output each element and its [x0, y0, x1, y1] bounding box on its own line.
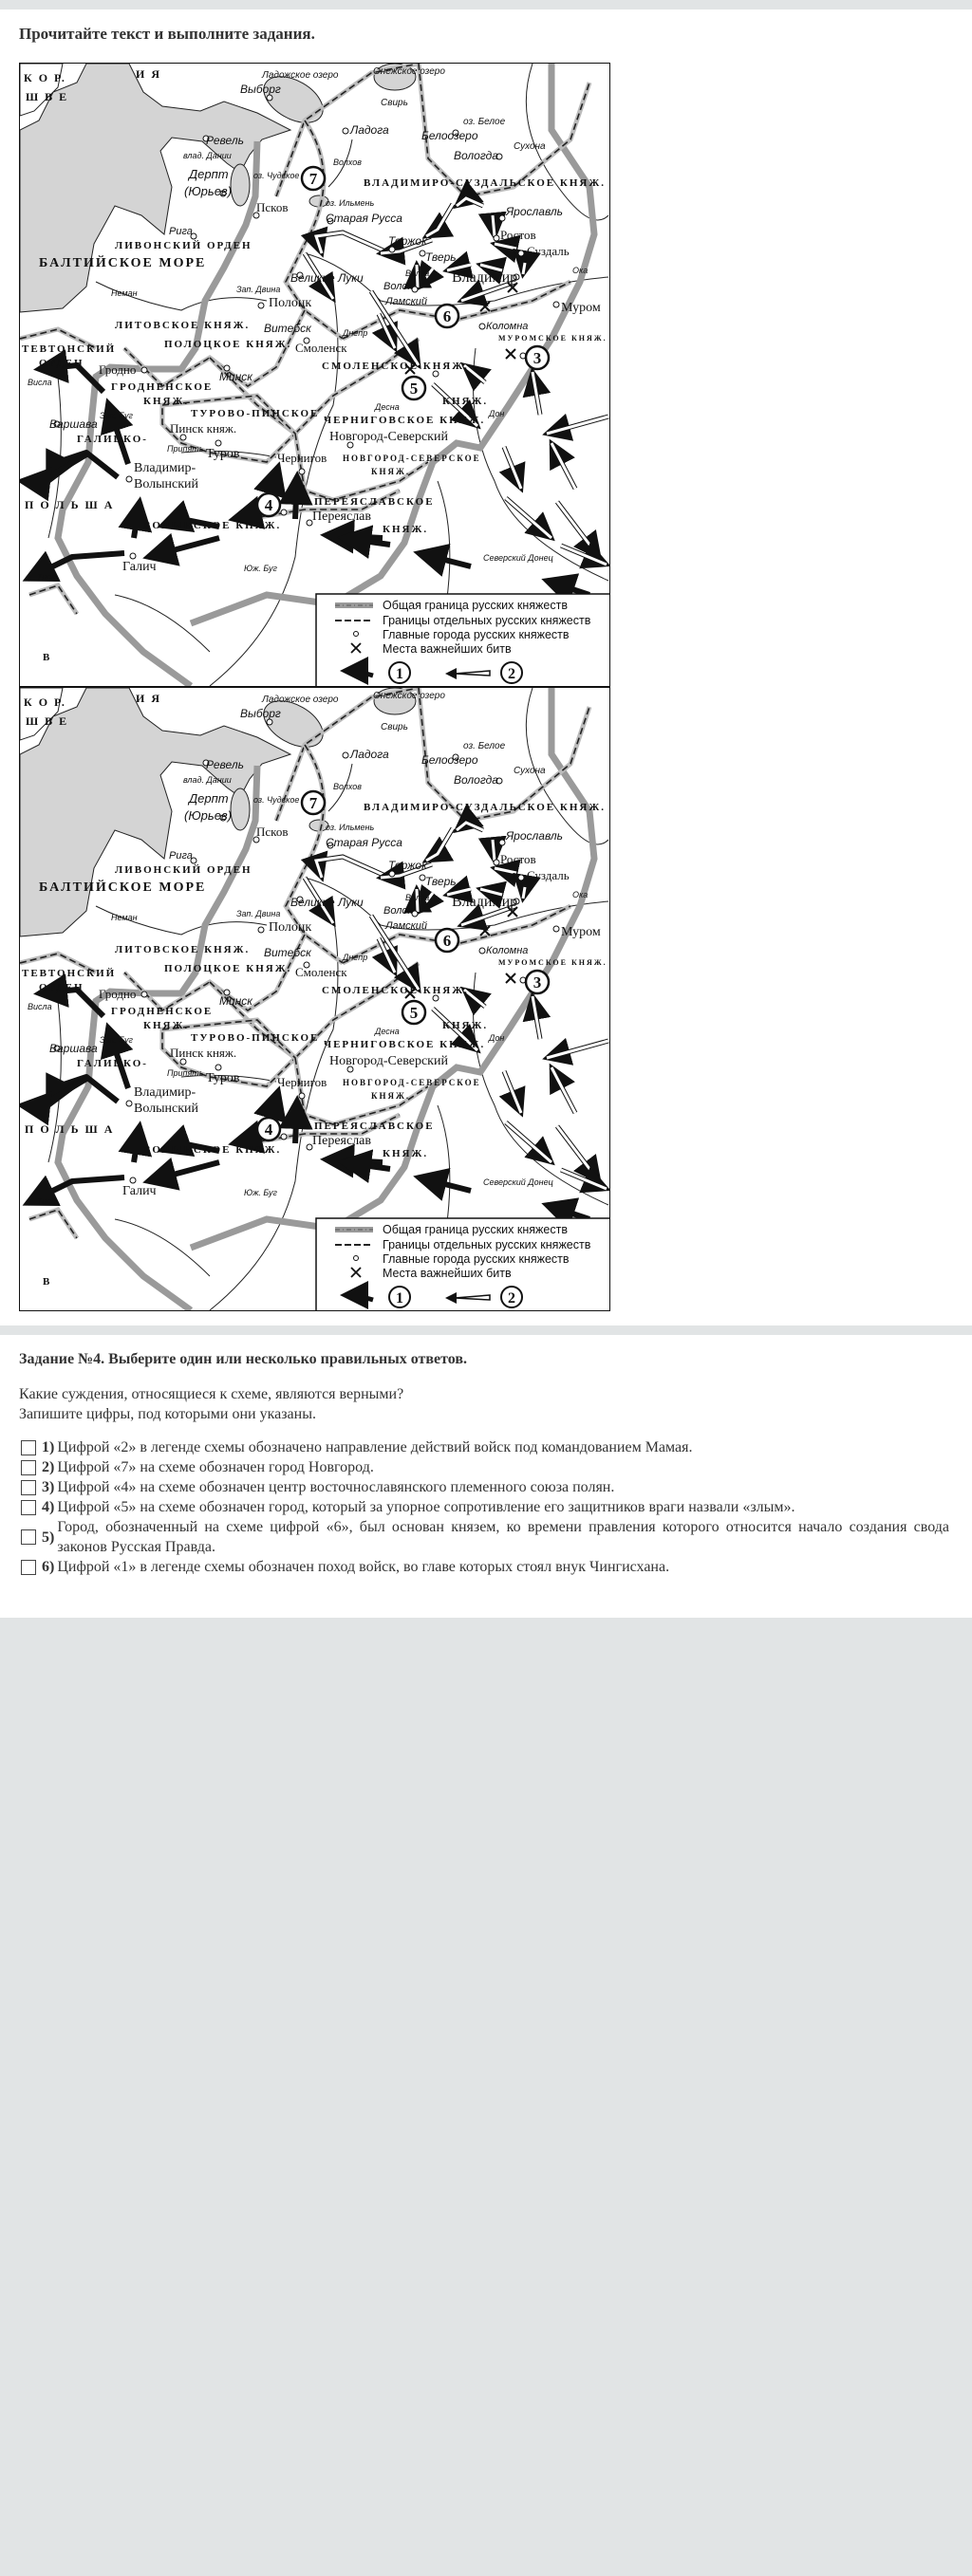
map-label-galitsk: ГАЛИЦКО-	[77, 434, 148, 445]
map-label-pskov: Псков	[256, 200, 289, 214]
battle-cross-icon	[480, 926, 490, 936]
battle-cross-icon	[506, 973, 515, 983]
question-instruction: Запишите цифры, под которыми они указаны.	[19, 1406, 316, 1422]
map-legend	[316, 594, 609, 686]
option-text: Цифрой «5» на схеме обозначен город, который за упорное сопротивление его защитников враги назвали «злым».	[57, 1499, 795, 1515]
map-label-novgorod-sev: Новгород-Северский	[329, 1054, 448, 1068]
map-label-grodno: Гродно	[99, 987, 137, 1001]
map-label-torzhok: Торжок	[388, 859, 427, 872]
marker-number-n7: 7	[308, 794, 318, 812]
map-label-grodno: Гродно	[99, 362, 137, 377]
map-label-vyborg: Выборг	[240, 83, 281, 96]
map-label-baltic: БАЛТИЙСКОЕ МОРЕ	[39, 256, 207, 270]
map-label-litovskoe: ЛИТОВСКОЕ КНЯЖ.	[115, 320, 251, 331]
city-marker	[281, 510, 287, 515]
marker-number-n7: 7	[308, 170, 318, 188]
campaign-arrow-1	[148, 1162, 219, 1181]
map-label-korol: К О Р.	[24, 71, 66, 84]
map-svg	[20, 64, 609, 686]
marker-number-n4: 4	[264, 1121, 273, 1139]
map-label-chernigov: Чернигов	[277, 451, 327, 465]
city-marker	[553, 302, 559, 307]
map-label-murom: Муром	[561, 301, 601, 315]
map-label-polotsk: Полоцк	[269, 920, 312, 935]
map-label-sweden: Ш В Е	[26, 90, 69, 103]
map-label-galich: Галич	[122, 560, 157, 574]
map-label-torzhok: Торжок	[388, 234, 427, 248]
map-label-volok: Волок-	[383, 905, 417, 917]
answer-checkbox-4[interactable]	[21, 1500, 36, 1515]
map-label-pereyaslav-kn: КНЯЖ.	[383, 524, 429, 535]
map-label-zap-dvina: Зап. Двина	[236, 285, 281, 294]
legend-city-icon	[354, 1256, 359, 1261]
option-number: 6)	[42, 1559, 55, 1575]
map-label-grodnenskoe: ГРОДНЕНСКОЕ	[111, 1006, 214, 1017]
city-marker	[141, 991, 147, 997]
map-label-smolensk: Смоленск	[295, 965, 347, 979]
map-label-desna: Десна	[375, 1027, 400, 1036]
map-label-kolomna: Коломна	[486, 321, 529, 332]
map-label-svir: Свирь	[381, 98, 408, 108]
city-marker	[126, 476, 132, 482]
map-label-vologda: Вологда	[454, 773, 498, 787]
option-text: Цифрой «2» в легенде схемы обозначено направление действий войск под командованием Мамая.	[57, 1439, 693, 1455]
city-marker	[126, 1101, 132, 1106]
map-svg	[20, 688, 609, 1310]
city-marker	[499, 840, 505, 845]
map-label-turov: Туров	[206, 1071, 240, 1085]
map-label-knyazh: КНЯЖ.	[143, 1020, 190, 1031]
city-marker	[553, 926, 559, 932]
map-label-riga: Рига	[169, 850, 193, 862]
map-label-desna: Десна	[375, 402, 400, 412]
map-label-vladimir-vol1: Владимир-	[134, 461, 196, 475]
map-label-chudskoe: оз. Чудское	[253, 795, 300, 805]
map-legend	[316, 1218, 609, 1310]
map-label-tisa: Тиса	[37, 572, 56, 582]
answer-option-6[interactable]	[19, 1557, 949, 1577]
map-label-ladoga-lake: Ладожское озеро	[262, 70, 339, 81]
map-label-beloe: оз. Белое	[463, 741, 506, 751]
map-label-novgorod-sev-kn2: КНЯЖ.	[371, 467, 411, 476]
map-label-staraya-russa: Старая Русса	[326, 212, 402, 225]
map-label-pereyaslavskoe: ПЕРЕЯСЛАВСКОЕ	[314, 496, 435, 508]
map-label-chudskoe: оз. Чудское	[253, 171, 300, 180]
city-marker	[258, 303, 264, 308]
map-label-dnepr: Днепр	[343, 953, 368, 962]
option-number: 1)	[42, 1439, 55, 1455]
map-label-smolensk: Смоленск	[295, 341, 347, 355]
map-label-ryazanskoe: КНЯЖ.	[442, 1020, 489, 1031]
battle-cross-icon	[480, 302, 490, 311]
map-label-onega-lake: Онежское озеро	[373, 691, 445, 701]
campaign-arrow-2-inner	[493, 840, 495, 861]
marker-number-n6: 6	[442, 932, 452, 950]
marker-number-n5: 5	[409, 1004, 419, 1022]
map-label-volkhov: Волхов	[333, 158, 362, 167]
map-label-oka: Ока	[572, 890, 589, 899]
marker-number-n5: 5	[409, 380, 419, 398]
map-label-vlad-danii: влад. Дании	[183, 775, 232, 785]
campaign-arrow-1	[343, 1162, 390, 1169]
map-label-yuzh-bug: Юж. Буг	[244, 564, 277, 573]
map-label-derpt: Дерпт	[189, 167, 229, 181]
campaign-arrow-2-inner	[316, 232, 385, 253]
map-label-yaroslavl: Ярославль	[506, 205, 563, 218]
answer-option-1[interactable]	[19, 1437, 949, 1457]
map-label-turovo: ТУРОВО-ПИНСКОЕ	[191, 1032, 320, 1044]
campaign-arrow-2-inner	[533, 372, 540, 415]
city-marker	[215, 1065, 221, 1070]
marker-number-n4: 4	[264, 496, 273, 514]
task-heading: Задание №4. Выберите один или несколько правильных ответов.	[19, 1351, 468, 1367]
option-number: 5)	[42, 1529, 55, 1546]
campaign-arrow-1	[295, 1101, 297, 1143]
map-label-chernigovskoe: ЧЕРНИГОВСКОЕ КНЯЖ.	[324, 415, 486, 426]
principality-border-halo	[29, 585, 77, 614]
map-label-don: Дон	[489, 409, 505, 418]
option-text: Цифрой «4» на схеме обозначен центр восточнославянского племенного союза полян.	[57, 1479, 615, 1495]
map-label-varshava: Варшава	[49, 1042, 98, 1055]
legend-common-border: Общая граница русских княжеств	[383, 1223, 568, 1236]
campaign-arrow-1	[134, 1126, 140, 1162]
campaign-arrow-1	[419, 1177, 471, 1191]
map-label-livonian: ЛИВОНСКИЙ ОРДЕН	[115, 864, 252, 876]
map-label-litovskoe: ЛИТОВСКОЕ КНЯЖ.	[115, 944, 251, 955]
answer-option-2[interactable]	[19, 1457, 949, 1477]
city-marker	[343, 128, 348, 134]
campaign-arrow-1	[547, 1205, 589, 1219]
map-label-polotskoe: ПОЛОЦКОЕ КНЯЖ.	[164, 339, 292, 350]
map-label-livonian: ЛИВОНСКИЙ ОРДЕН	[115, 240, 252, 251]
map-label-vladimir-vol2: Волынский	[134, 477, 199, 491]
map-label-ilmen: оз. Ильмень	[326, 198, 375, 208]
map-label-minsk: Минск	[219, 370, 252, 383]
map-label-pereyaslavskoe: ПЕРЕЯСЛАВСКОЕ	[314, 1121, 435, 1132]
city-marker	[299, 1093, 305, 1099]
answer-option-4[interactable]	[19, 1497, 949, 1517]
campaign-arrow-2-inner	[523, 263, 525, 274]
legend-city-icon	[354, 632, 359, 637]
historical-map-1	[19, 63, 610, 687]
campaign-arrow-2-inner	[506, 1122, 551, 1162]
campaign-arrow-2-inner	[493, 215, 495, 236]
map-label-pinsk: Пинск княж.	[170, 421, 237, 436]
map-label-yuryev: (Юрьев)	[184, 184, 233, 198]
campaign-arrow-1	[295, 476, 297, 519]
map-label-sukhona: Сухона	[514, 766, 546, 776]
city-marker	[518, 250, 524, 256]
map-label-visla: Висла	[28, 378, 52, 387]
option-text: Город, обозначенный на схеме цифрой «6», был основан князем, ко времени правления которого относится начало создания свода законов Русская Правда.	[57, 1519, 949, 1555]
campaign-arrow-1	[547, 581, 589, 595]
map-label-orden: ОРДЕН	[39, 358, 84, 369]
legend-main-cities: Главные города русских княжеств	[383, 628, 570, 641]
campaign-arrow-2-inner	[504, 447, 521, 489]
city-marker	[130, 553, 136, 559]
map-label-zap-dvina: Зап. Двина	[236, 909, 281, 918]
map-label-lamsky: Ламский	[385, 920, 428, 932]
map-label-ryazanskoe: КНЯЖ.	[442, 396, 489, 407]
chudskoe-lake	[231, 788, 250, 830]
map-label-teutonic: ТЕВТОНСКИЙ	[22, 968, 117, 979]
legend-marker-number-n1: 1	[396, 666, 403, 682]
option-number: 3)	[42, 1479, 55, 1495]
map-label-visla: Висла	[28, 1002, 52, 1011]
map-label-suzdal: Суздаль	[527, 244, 570, 258]
map-label-ilmen: оз. Ильмень	[326, 823, 375, 832]
map-label-vitebsk: Витебск	[264, 946, 311, 959]
map-label-yaroslavl: Ярославль	[506, 829, 563, 843]
map-label-beloozero: Белоозеро	[421, 129, 478, 142]
map-label-sev-donets: Северский Донец	[483, 1177, 553, 1187]
map-label-novgorod-sev-kn: НОВГОРОД-СЕВЕРСКОЕ	[343, 1078, 481, 1087]
map-label-knyazh: КНЯЖ.	[143, 396, 190, 407]
answer-option-5[interactable]	[19, 1517, 949, 1557]
map-label-vitebsk: Витебск	[264, 322, 311, 335]
city-marker	[343, 752, 348, 758]
chudskoe-lake	[231, 164, 250, 206]
city-marker	[494, 860, 499, 865]
map-label-chernigovskoe: ЧЕРНИГОВСКОЕ КНЯЖ.	[324, 1039, 486, 1050]
legend-separate-borders: Границы отдельных русских княжеств	[383, 614, 591, 627]
map-label-volynskoe: ВОЛЫНСКОЕ КНЯЖ.	[143, 520, 282, 531]
map-label-pripyat: Припять	[167, 444, 204, 454]
campaign-arrow-2-inner	[551, 1067, 575, 1113]
option-text: Цифрой «7» на схеме обозначен город Новгород.	[57, 1459, 374, 1475]
campaign-arrow-1	[270, 467, 278, 495]
map-label-polotsk: Полоцк	[269, 296, 312, 310]
map-label-vladimir-vol1: Владимир-	[134, 1085, 196, 1100]
map-label-polsha: П О Л Ь Ш А	[25, 498, 115, 511]
map-label-yuryev: (Юрьев)	[184, 808, 233, 823]
answer-checkbox-5[interactable]	[21, 1529, 36, 1545]
city-marker	[479, 948, 485, 954]
map-label-don: Дон	[489, 1033, 505, 1043]
campaign-arrow-1	[343, 538, 390, 545]
map-label-galich: Галич	[122, 1184, 157, 1198]
map-label-sweden: Ш В Е	[26, 714, 69, 728]
question-text: Какие суждения, относящиеся к схеме, являются верными?	[19, 1386, 404, 1402]
map-label-novgorod-sev: Новгород-Северский	[329, 430, 448, 444]
map-label-teutonic: ТЕВТОНСКИЙ	[22, 343, 117, 355]
map-label-rostov: Ростов	[500, 852, 536, 866]
map-label-galitsk: ГАЛИЦКО-	[77, 1058, 148, 1069]
map-label-tisa: Тиса	[37, 1196, 56, 1206]
map-label-polsha: П О Л Ь Ш А	[25, 1122, 115, 1136]
battle-cross-icon	[506, 349, 515, 359]
marker-number-n6: 6	[442, 307, 452, 325]
map-label-tver: Тверь	[425, 250, 457, 264]
map-label-pereyaslav: Переяслав	[312, 510, 372, 524]
answer-checkbox-6[interactable]	[21, 1560, 36, 1575]
campaign-arrow-2-inner	[504, 1071, 521, 1113]
map-label-vengriya: В	[43, 1276, 52, 1288]
campaign-arrow-2-inner	[547, 417, 608, 434]
map-label-sev-donets: Северский Донец	[483, 553, 553, 563]
marker-number-n3: 3	[533, 973, 542, 991]
map-label-baltic: БАЛТИЙСКОЕ МОРЕ	[39, 880, 207, 895]
map-label-smolenskoe: СМОЛЕНСКОЕ КНЯЖ.	[322, 361, 469, 372]
map-label-vengriya: В	[43, 652, 52, 663]
map-label-turovo: ТУРОВО-ПИНСКОЕ	[191, 408, 320, 419]
legend-marker-number-n2: 2	[508, 666, 515, 682]
option-number: 4)	[42, 1499, 55, 1515]
map-label-zap-bug: Зап. Буг	[100, 1035, 133, 1045]
map-label-beloozero: Белоозеро	[421, 753, 478, 767]
map-label-vlad-suzd: ВЛАДИМИРО-СУЗДАЛЬСКОЕ КНЯЖ.	[364, 177, 606, 189]
map-label-orden: ОРДЕН	[39, 982, 84, 993]
legend-marker-number-n2: 2	[508, 1290, 515, 1307]
city-marker	[281, 1134, 287, 1140]
campaign-arrow-1	[148, 538, 219, 557]
map-label-vladimir-vol2: Волынский	[134, 1102, 199, 1116]
campaign-arrow-2-inner	[523, 887, 525, 899]
answer-checkbox-2[interactable]	[21, 1460, 36, 1475]
map-label-velikie-luki: Великие Луки	[290, 271, 364, 285]
instruction-title: Прочитайте текст и выполните задания.	[19, 25, 315, 43]
map-label-revel: Ревель	[206, 758, 244, 771]
campaign-arrow-2-inner	[551, 443, 575, 489]
map-label-novgorod-sev-kn: НОВГОРОД-СЕВЕРСКОЕ	[343, 454, 481, 463]
option-number: 2)	[42, 1459, 55, 1475]
map-label-ladoga-lake: Ладожское озеро	[262, 695, 339, 705]
map-label-suzdal: Суздаль	[527, 868, 570, 882]
map-label-oka: Ока	[572, 266, 589, 275]
campaign-arrow-2-inner	[547, 1041, 608, 1058]
map-label-volynskoe: ВОЛЫНСКОЕ КНЯЖ.	[143, 1144, 282, 1156]
answer-checkbox-1[interactable]	[21, 1440, 36, 1455]
map-label-velikie-luki: Великие Луки	[290, 896, 364, 909]
map-label-volga: Волга	[405, 893, 430, 902]
map-label-iya: И Я	[136, 692, 161, 705]
map-label-iya: И Я	[136, 67, 161, 81]
map-label-volok: Волок-	[383, 281, 417, 292]
map-label-dnepr: Днепр	[343, 328, 368, 338]
city-marker	[479, 324, 485, 329]
map-label-riga: Рига	[169, 226, 193, 237]
answer-options	[19, 1437, 949, 1577]
map-label-murom: Муром	[561, 925, 601, 939]
map-label-pskov: Псков	[256, 825, 289, 839]
city-marker	[499, 215, 505, 221]
legend-battles: Места важнейших битв	[383, 1267, 512, 1280]
map-label-pripyat: Припять	[167, 1068, 204, 1078]
city-marker	[258, 927, 264, 933]
map-label-korol: К О Р.	[24, 695, 66, 709]
city-marker	[141, 367, 147, 373]
map-label-varshava: Варшава	[49, 417, 98, 431]
map-label-minsk: Минск	[219, 994, 252, 1008]
map-label-smolenskoe: СМОЛЕНСКОЕ КНЯЖ.	[322, 985, 469, 996]
map-label-vyborg: Выборг	[240, 707, 281, 720]
map-label-beloe: оз. Белое	[463, 117, 506, 127]
map-label-pereyaslav-kn: КНЯЖ.	[383, 1148, 429, 1159]
map-label-polotskoe: ПОЛОЦКОЕ КНЯЖ.	[164, 963, 292, 974]
map-label-muromskoe: МУРОМСКОЕ КНЯЖ.	[498, 958, 608, 967]
campaign-arrow-2-inner	[316, 857, 385, 878]
principality-border-halo	[29, 1210, 77, 1238]
map-label-pereyaslav: Переяслав	[312, 1134, 372, 1148]
marker-number-n3: 3	[533, 349, 542, 367]
task-panel	[0, 1335, 972, 1618]
city-marker	[130, 1177, 136, 1183]
answer-option-3[interactable]	[19, 1477, 949, 1497]
map-label-muromskoe: МУРОМСКОЕ КНЯЖ.	[498, 334, 608, 343]
map-label-lamsky: Ламский	[385, 296, 428, 307]
map-label-vladimir: Владимир	[452, 269, 518, 286]
answer-checkbox-3[interactable]	[21, 1480, 36, 1495]
map-label-revel: Ревель	[206, 134, 244, 147]
map-label-vlad-danii: влад. Дании	[183, 151, 232, 160]
map-label-rostov: Ростов	[500, 228, 536, 242]
map-label-onega-lake: Онежское озеро	[373, 66, 445, 77]
campaign-arrow-2-inner	[506, 498, 551, 538]
legend-marker-number-n1: 1	[396, 1290, 403, 1307]
map-label-turov: Туров	[206, 447, 240, 461]
map-label-chernigov: Чернигов	[277, 1075, 327, 1089]
reading-panel	[0, 9, 972, 1325]
map-label-neman: Неман	[111, 288, 138, 298]
legend-main-cities: Главные города русских княжеств	[383, 1252, 570, 1266]
map-label-grodnenskoe: ГРОДНЕНСКОЕ	[111, 381, 214, 393]
map-label-vladimir: Владимир	[452, 894, 518, 910]
map-label-sukhona: Сухона	[514, 141, 546, 152]
map-label-vologda: Вологда	[454, 149, 498, 162]
map-label-novgorod-sev-kn2: КНЯЖ.	[371, 1091, 411, 1101]
map-label-yuzh-bug: Юж. Буг	[244, 1188, 277, 1197]
city-marker	[494, 235, 499, 241]
legend-common-border: Общая граница русских княжеств	[383, 599, 568, 612]
map-label-zap-bug: Зап. Буг	[100, 411, 133, 420]
campaign-arrow-1	[270, 1091, 278, 1120]
map-label-volkhov: Волхов	[333, 782, 362, 791]
map-label-neman: Неман	[111, 913, 138, 922]
map-label-volga: Волга	[405, 269, 430, 278]
map-label-derpt: Дерпт	[189, 791, 229, 806]
map-label-staraya-russa: Старая Русса	[326, 836, 402, 849]
city-marker	[299, 469, 305, 474]
map-label-vlad-suzd: ВЛАДИМИРО-СУЗДАЛЬСКОЕ КНЯЖ.	[364, 802, 606, 813]
city-marker	[518, 875, 524, 880]
map-label-svir: Свирь	[381, 722, 408, 732]
map-label-tver: Тверь	[425, 875, 457, 888]
campaign-arrow-1	[419, 553, 471, 566]
map-label-pinsk: Пинск княж.	[170, 1046, 237, 1060]
legend-battles: Места важнейших битв	[383, 642, 512, 656]
map-label-kolomna: Коломна	[486, 945, 529, 956]
map-label-ladoga: Ладога	[350, 748, 389, 761]
map-label-ladoga: Ладога	[350, 123, 389, 137]
historical-map-2	[19, 687, 610, 1311]
option-text: Цифрой «1» в легенде схемы обозначен поход войск, во главе которых стоял внук Чингисхана.	[57, 1559, 670, 1575]
legend-separate-borders: Границы отдельных русских княжеств	[383, 1238, 591, 1251]
campaign-arrow-2-inner	[533, 996, 540, 1039]
city-marker	[215, 440, 221, 446]
campaign-arrow-1	[134, 502, 140, 538]
